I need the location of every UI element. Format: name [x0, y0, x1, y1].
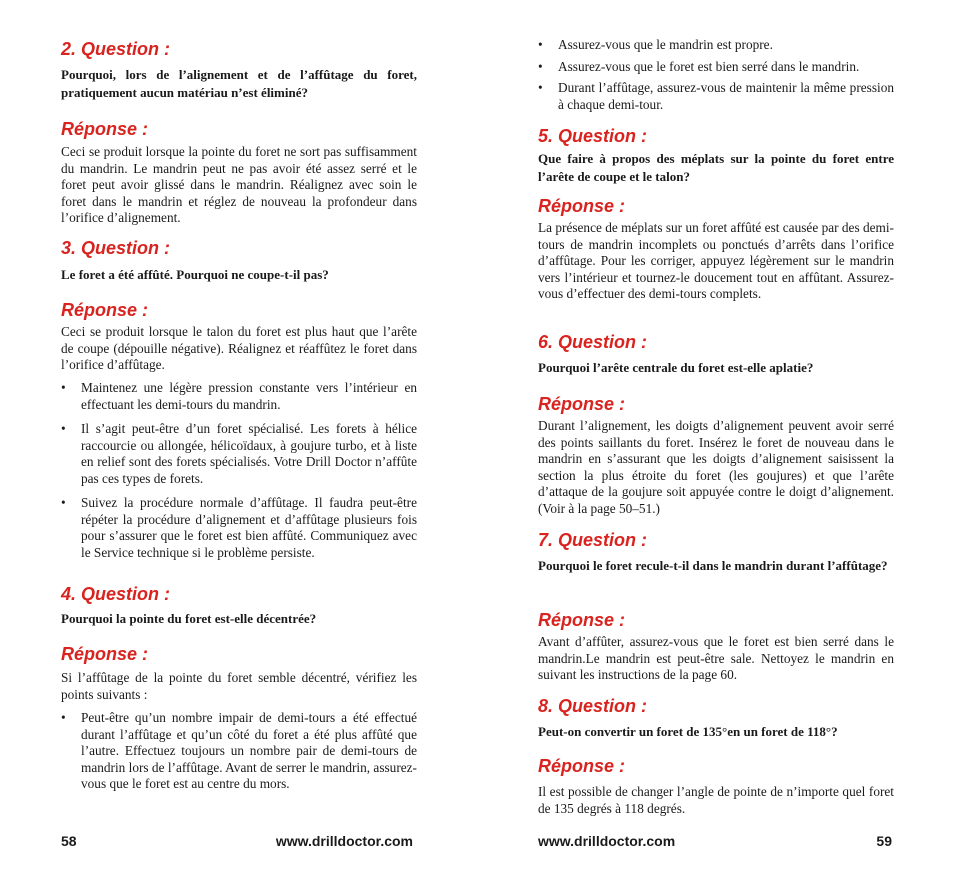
answer-3-bullets [61, 380, 417, 561]
answer-4-text: Si l’affûtage de la pointe du foret semble décentré, vérifiez les points suivants : [61, 670, 417, 702]
answer-4-bullets [61, 710, 417, 793]
answer-6-text: Durant l’alignement, les doigts d’alignement peuvent avoir serré des points saillants du foret. Insérez le foret de nouveau dans le mandrin en s’assurant que les doigts d’alignement saisissent la section la plus étroite du foret (les goujures) et que l’arête d’attaque de la goujure soit appuyée contre le doigt d’alignement. (Voir à la page 50–51.) [538, 418, 894, 516]
list-item: • Il s’agit peut-être d’un foret spécialisé. Les forets à hélice raccourcie ou allongée, hélicoïdaux, à goujure turbo, et à liste en relief sont des forets spécialisés. Votre Drill Doctor n’affûte pas ces types de forets. [61, 421, 417, 487]
footer-url-left[interactable]: www.drilldoctor.com [275, 833, 413, 849]
answer-4-heading: Réponse : [61, 644, 149, 664]
page-number-right: 59 [876, 833, 892, 849]
question-2-heading: 2. Question : [61, 39, 171, 59]
question-5-text: Que faire à propos des méplats sur la pointe du foret entre l’arête de coupe et le talon? [538, 151, 894, 184]
question-4-heading: 4. Question : [61, 584, 171, 604]
answer-5-text: La présence de méplats sur un foret affûté est causée par des demi-tours de mandrin incomplets ou ponctués d’arrêts dans l’orifice d’affûtage. Pour les corriger, appuyez légèrement sur le mandrin vers l’intérieur et tournez-le doucement tout en affûtant. Assurez-vous d’effectuer des demi-tours complets. [538, 220, 894, 301]
list-item: • Assurez-vous que le foret est bien serré dans le mandrin. [538, 59, 894, 76]
question-8-text: Peut-on convertir un foret de 135°en un foret de 118°? [538, 724, 838, 739]
answer-6-heading: Réponse : [538, 394, 626, 414]
top-bullets [538, 37, 894, 113]
answer-7-heading: Réponse : [538, 610, 626, 630]
answer-2-text: Ceci se produit lorsque la pointe du foret ne sort pas suffisamment du mandrin. Le mandrin peut ne pas avoir été assez serré et le foret peut avoir glissé dans le mandrin. Réalignez avec soin le foret dans le mandrin et réglez de nouveau la profondeur dans l’orifice d’alignement. [61, 144, 417, 225]
answer-7-text: Avant d’affûter, assurez-vous que le foret est bien serré dans le mandrin.Le mandrin est peut-être sale. Nettoyez le mandrin en suivant les instructions de la page 60. [538, 634, 894, 682]
question-2-text: Pourquoi, lors de l’alignement et de l’affûtage du foret, pratiquement aucun matériau n’est éliminé? [61, 67, 417, 100]
answer-3-heading: Réponse : [61, 300, 149, 320]
list-item: • Durant l’affûtage, assurez-vous de maintenir la même pression à chaque demi-tour. [538, 80, 894, 113]
question-7-heading: 7. Question : [538, 530, 648, 550]
answer-8-text: Il est possible de changer l’angle de pointe de n’importe quel foret de 135 degrés à 118 degrés. [538, 784, 894, 816]
question-3-text: Le foret a été affûté. Pourquoi ne coupe-t-il pas? [61, 267, 329, 282]
answer-8-heading: Réponse : [538, 756, 626, 776]
answer-5-heading: Réponse : [538, 196, 626, 216]
question-4-text: Pourquoi la pointe du foret est-elle décentrée? [61, 611, 317, 626]
page-number-left: 58 [61, 833, 77, 849]
answer-2-heading: Réponse : [61, 119, 149, 139]
list-item: • Assurez-vous que le mandrin est propre. [538, 37, 894, 54]
question-6-heading: 6. Question : [538, 332, 648, 352]
question-5-heading: 5. Question : [538, 126, 648, 146]
footer-url-right[interactable]: www.drilldoctor.com [538, 833, 676, 849]
answer-3-text: Ceci se produit lorsque le talon du foret est plus haut que l’arête de coupe (dépouille négative). Réalignez et réaffûtez le foret dans l’orifice d’affûtage. [61, 324, 417, 372]
list-item: • Peut-être qu’un nombre impair de demi-tours a été effectué durant l’affûtage et qu’un côté du foret a été plus affûté que l’autre. Effectuez toujours un nombre pair de demi-tours de mandrin lors de l’affûtage. Avant de serrer le mandrin, assurez-vous que le foret est au centre du mors. [61, 710, 417, 793]
list-item: • Maintenez une légère pression constante vers l’intérieur en effectuant les demi-tours du mandrin. [61, 380, 417, 413]
question-3-heading: 3. Question : [61, 238, 171, 258]
question-6-text: Pourquoi l’arête centrale du foret est-elle aplatie? [538, 360, 814, 375]
question-8-heading: 8. Question : [538, 696, 648, 716]
list-item: • Suivez la procédure normale d’affûtage. Il faudra peut-être répéter la procédure d’alignement et d’affûtage plusieurs fois pour s’assurer que le foret est bien affûté. Communiquez avec le Service technique si le problème persiste. [61, 495, 417, 561]
question-7-text: Pourquoi le foret recule-t-il dans le mandrin durant l’affûtage? [538, 558, 888, 573]
